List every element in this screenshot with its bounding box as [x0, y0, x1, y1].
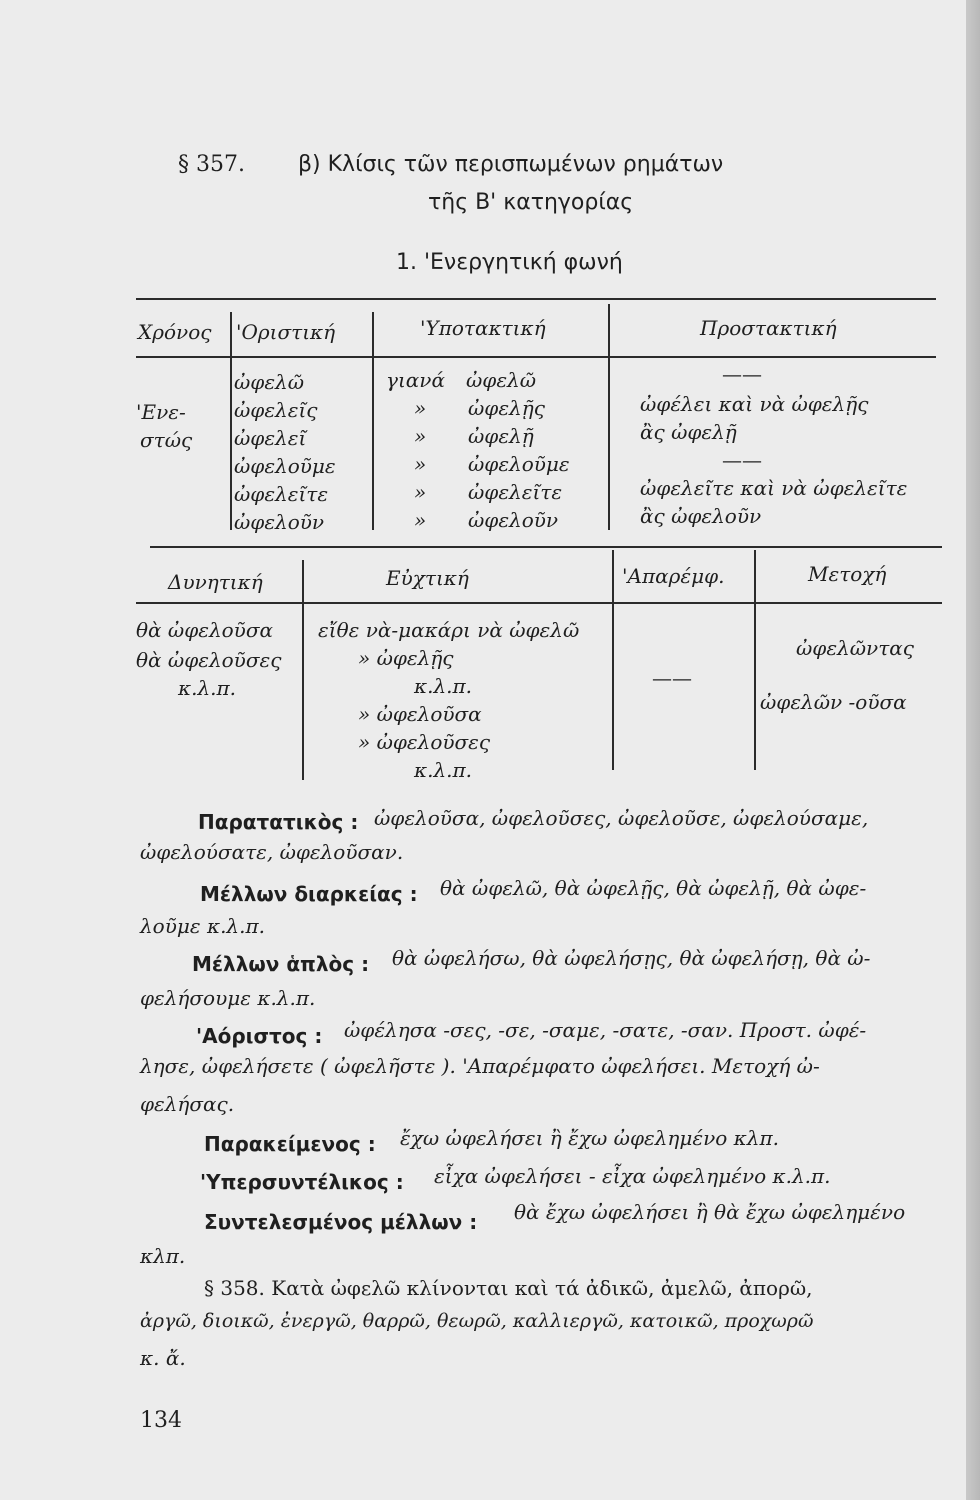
- subjunctive-ditto: »: [414, 480, 427, 504]
- imperative-form: ἂς ὠφελῇ: [640, 420, 737, 444]
- subjunctive-ditto: »: [414, 396, 427, 420]
- potential-form: θὰ ὠφελοῦσα: [136, 618, 273, 642]
- participle-form: ὠφελῶν -οῦσα: [760, 690, 907, 714]
- mellon-diarkeias-text-cont: λοῦμε κ.λ.π.: [140, 914, 265, 938]
- potential-form: θὰ ὠφελοῦσες: [136, 648, 282, 672]
- ypersyntelikos-label: 'Υπερσυντέλικος :: [200, 1170, 404, 1194]
- infinitive-dash: ——: [652, 666, 692, 690]
- table2-header-rule: [136, 602, 942, 604]
- optative-etc: κ.λ.π.: [414, 758, 473, 782]
- table1-divider-2: [372, 312, 374, 530]
- page-number: 134: [140, 1408, 182, 1433]
- aoristos-text-cont: λησε, ὠφελήσετε ( ὠφελῆστε ). 'Απαρέμφατο ὠφελήσει. Μετοχή ὠ-: [140, 1054, 820, 1078]
- section-number: § 357.: [178, 152, 245, 177]
- paratatikos-text: ὠφελοῦσα, ὠφελοῦσες, ὠφελοῦσε, ὠφελούσαμε,: [374, 806, 869, 830]
- page-edge: [966, 0, 980, 1500]
- table1-header-rule: [136, 356, 936, 358]
- mellon-aplos-label: Μέλλων ἁπλὸς :: [192, 952, 370, 976]
- subjunctive-form: ὠφελῇ: [468, 424, 534, 448]
- aoristos-label: 'Αόριστος :: [196, 1024, 323, 1048]
- parakeimenos-label: Παρακείμενος :: [204, 1132, 376, 1156]
- indicative-form: ὠφελεῖτε: [234, 482, 329, 506]
- header-imperative: Προστακτική: [700, 316, 837, 340]
- subjunctive-particle: γιανά: [386, 368, 445, 392]
- subjunctive-form: ὠφελῇς: [468, 396, 545, 420]
- parakeimenos-text: ἔχω ὠφελήσει ἢ ἔχω ὠφελημένο κλπ.: [400, 1126, 779, 1150]
- section-358-text-cont: ἀργῶ, διοικῶ, ἐνεργῶ, θαρρῶ, θεωρῶ, καλλιεργῶ, κατοικῶ, προχωρῶ: [140, 1310, 814, 1332]
- indicative-form: ὠφελεῖ: [234, 426, 307, 450]
- participle-form: ὠφελῶντας: [796, 636, 914, 660]
- header-participle: Μετοχή: [808, 562, 887, 586]
- mellon-aplos-text: θὰ ὠφελήσω, θὰ ὠφελήσῃς, θὰ ὠφελήσῃ, θὰ ὠ-: [392, 946, 871, 970]
- table2-divider-1: [302, 560, 304, 780]
- indicative-form: ὠφελῶ: [234, 370, 305, 394]
- syntelesmenos-mellon-label: Συντελεσμένος μέλλων :: [204, 1210, 478, 1234]
- indicative-form: ὠφελεῖς: [234, 398, 318, 422]
- potential-etc: κ.λ.π.: [178, 676, 237, 700]
- tense-label-cont: στώς: [140, 428, 193, 452]
- optative-form: » ὠφελῇς: [358, 646, 454, 670]
- subjunctive-ditto: »: [414, 508, 427, 532]
- mellon-diarkeias-text: θὰ ὠφελῶ, θὰ ὠφελῇς, θὰ ὠφελῇ, θὰ ὠφε-: [440, 876, 867, 900]
- imperative-form: ἂς ὠφελοῦν: [640, 504, 762, 528]
- mellon-aplos-text-cont: φελήσουμε κ.λ.π.: [140, 986, 316, 1010]
- imperative-dash: ——: [722, 448, 762, 472]
- table2-divider-2: [612, 550, 614, 770]
- paratatikos-label: Παρατατικὸς :: [198, 810, 359, 834]
- table2-top-rule: [150, 546, 942, 548]
- indicative-form: ὠφελοῦν: [234, 510, 325, 534]
- header-optative: Εὐχτική: [386, 566, 469, 590]
- paratatikos-text-cont: ὠφελούσατε, ὠφελοῦσαν.: [140, 840, 404, 864]
- table2-divider-3: [754, 550, 756, 770]
- section-subtitle: τῆς Β' κατηγορίας: [428, 190, 634, 215]
- tense-label: 'Ενε-: [136, 400, 186, 424]
- header-subjunctive: 'Υποτακτική: [420, 316, 546, 340]
- indicative-form: ὠφελοῦμε: [234, 454, 336, 478]
- optative-form: » ὠφελοῦσες: [358, 730, 491, 754]
- section-358-text: § 358. Κατὰ ὠφελῶ κλίνονται καὶ τά ἀδικῶ, ἀμελῶ, ἀπορῶ,: [204, 1276, 813, 1300]
- header-infinitive: 'Απαρέμφ.: [622, 564, 725, 588]
- optative-form: εἴθε νὰ-μακάρι νὰ ὠφελῶ: [318, 618, 580, 642]
- syntelesmenos-mellon-text-cont: κλπ.: [140, 1244, 186, 1268]
- imperative-form: ὠφελεῖτε καὶ νὰ ὠφελεῖτε: [640, 476, 908, 500]
- voice-heading: 1. 'Ενεργητική φωνή: [396, 250, 623, 275]
- header-potential: Δυνητική: [168, 570, 263, 594]
- ypersyntelikos-text: εἶχα ὠφελήσει - εἶχα ὠφελημένο κ.λ.π.: [434, 1164, 831, 1188]
- table1-divider-3: [608, 304, 610, 530]
- optative-form: » ὠφελοῦσα: [358, 702, 482, 726]
- subjunctive-form: ὠφελοῦν: [468, 508, 559, 532]
- subjunctive-form: ὠφελῶ: [466, 368, 537, 392]
- imperative-form: ὠφέλει καὶ νὰ ὠφελῇς: [640, 392, 869, 416]
- table1-divider-1: [230, 312, 232, 530]
- table1-top-rule: [136, 298, 936, 300]
- subjunctive-form: ὠφελεῖτε: [468, 480, 563, 504]
- syntelesmenos-mellon-text: θὰ ἔχω ὠφελήσει ἢ θὰ ἔχω ὠφελημένο: [514, 1200, 906, 1224]
- aoristos-text-cont2: φελήσας.: [140, 1092, 235, 1116]
- aoristos-text: ὠφέλησα -σες, -σε, -σαμε, -σατε, -σαν. Προστ. ὠφέ-: [344, 1018, 867, 1042]
- subjunctive-form: ὠφελοῦμε: [468, 452, 570, 476]
- section-358-text-cont2: κ. ἄ.: [140, 1346, 186, 1370]
- optative-etc: κ.λ.π.: [414, 674, 473, 698]
- subjunctive-ditto: »: [414, 452, 427, 476]
- imperative-dash: ——: [722, 362, 762, 386]
- section-title: β) Κλίσις τῶν περισπωμένων ρημάτων: [298, 152, 724, 177]
- header-indicative: 'Οριστική: [236, 320, 336, 344]
- header-tense: Χρόνος: [138, 320, 212, 344]
- mellon-diarkeias-label: Μέλλων διαρκείας :: [200, 882, 418, 906]
- subjunctive-ditto: »: [414, 424, 427, 448]
